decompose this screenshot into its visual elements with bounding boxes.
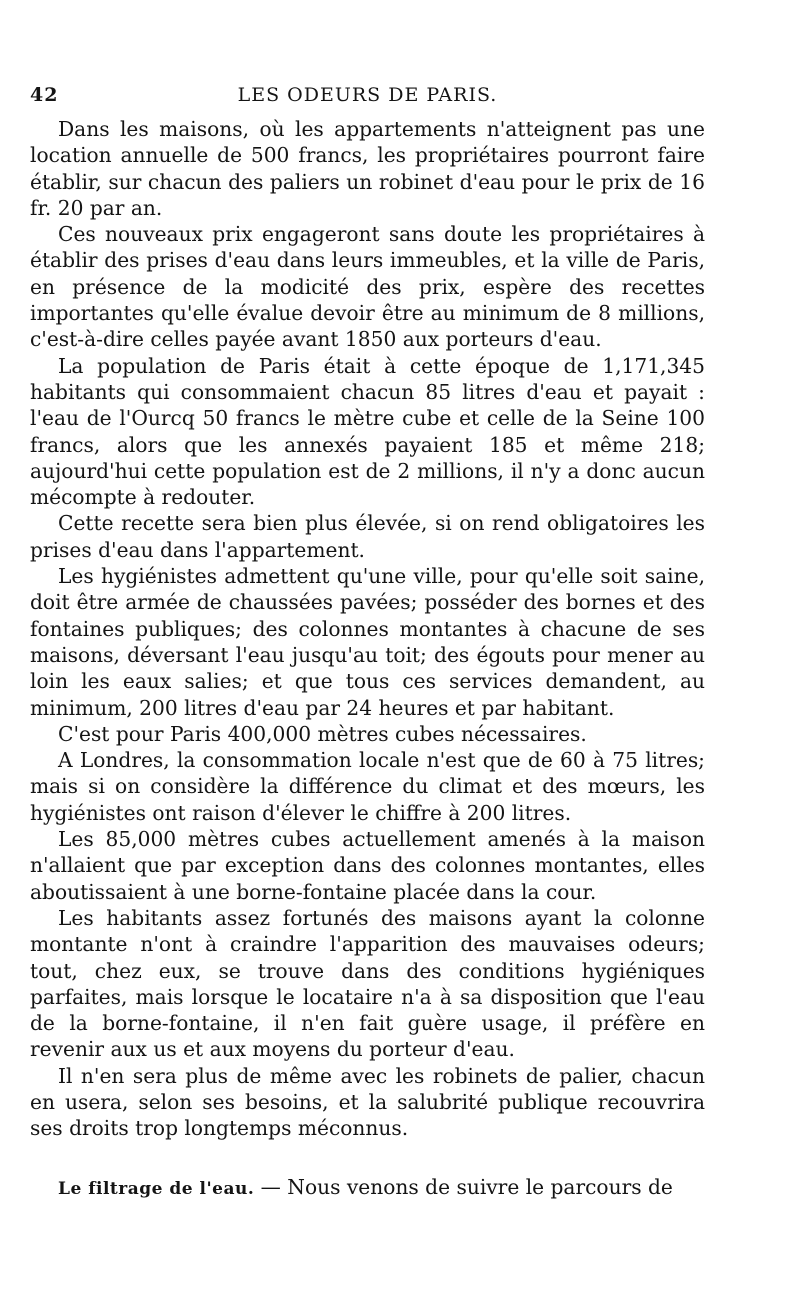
paragraph: La population de Paris était à cette époque de 1,171,345 habitants qui consommaient chacun 85 litres d'eau et payait : l'eau de l'Ourcq 50 francs le mètre cube et celle de la Seine 100 francs, alors que les annexés payaient 185 et même 218; aujourd'hui cette population est de 2 millions, il n'y a donc aucun mécompte à redouter. (30, 353, 705, 510)
paragraph: A Londres, la consommation locale n'est que de 60 à 75 litres; mais si on considère la différence du climat et des mœurs, les hygiénistes ont raison d'élever le chiffre à 200 litres. (30, 748, 705, 825)
paragraph: C'est pour Paris 400,000 mètres cubes nécessaires. (58, 721, 587, 746)
body-text (30, 116, 705, 1202)
page-header (30, 84, 705, 110)
paragraph: Il n'en sera plus de même avec les robinets de palier, chacun en usera, selon ses besoins, et la salubrité publique recouvrira ses droits trop longtemps méconnus. (30, 1063, 705, 1141)
paragraph: Cette recette sera bien plus élevée, si on rend obligatoires les prises d'eau dans l'appartement. (30, 511, 705, 562)
paragraph: Dans les maisons, où les appartements n'atteignent pas une location annuelle de 500 francs, les propriétaires pourront faire établir, sur chacun des paliers un robinet d'eau pour le prix de 16 fr. 20 par an. (30, 117, 705, 220)
paragraph: Les hygiénistes admettent qu'une ville, pour qu'elle soit saine, doit être armée de chaussées pavées; posséder des bornes et des fontaines publiques; des colonnes montantes à chacune de ses maisons, déversant l'eau jusqu'au toit; des égouts pour mener au loin les eaux salies; et que tous ces services demandent, au minimum, 200 litres d'eau par 24 heures et par habitant. (30, 564, 705, 720)
running-title: LES ODEURS DE PARIS. (237, 84, 498, 106)
paragraph: Ces nouveaux prix engageront sans doute les propriétaires à établir des prises d'eau dans leurs immeubles, et la ville de Paris, en présence de la modicité des prix, espère des recettes importantes qu'elle évalue devoir être au minimum de 8 millions, c'est-à-dire celles payée avant 1850 aux porteurs d'eau. (30, 222, 705, 352)
section-heading: Le filtrage de l'eau. (58, 1178, 255, 1199)
page-number: 42 (30, 84, 59, 106)
paragraph: Les habitants assez fortunés des maisons ayant la colonne montante n'ont à craindre l'apparition des mauvaises odeurs; tout, chez eux, se trouve dans des conditions hygiéniques parfaites, mais lorsque le locataire n'a à sa disposition que l'eau de la borne-fontaine, il n'en fait guère usage, il préfère en revenir aux us et aux moyens du porteur d'eau. (30, 905, 705, 1062)
section-start (30, 1174, 705, 1202)
section-text: — Nous venons de suivre le parcours de (254, 1174, 673, 1199)
paragraph: Les 85,000 mètres cubes actuellement amenés à la maison n'allaient que par exception dans des colonnes montantes, elles aboutissaient à une borne-fontaine placée dans la cour. (30, 827, 705, 904)
